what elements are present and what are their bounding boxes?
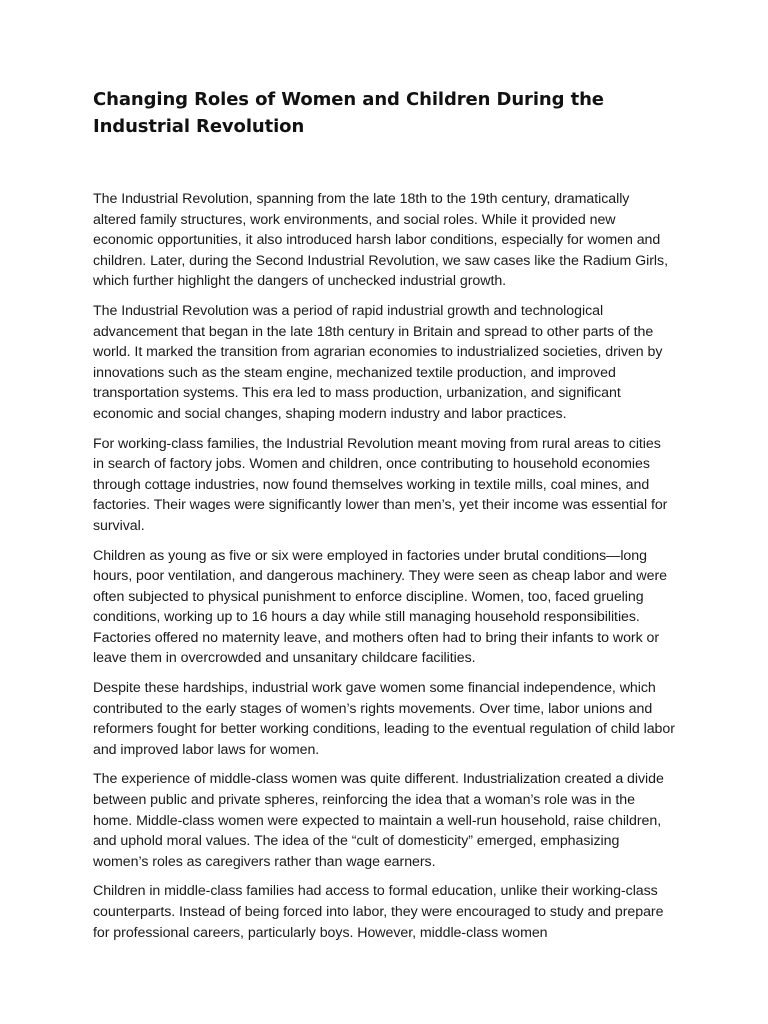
paragraph-child-labor-conditions: Children as young as five or six were employed in factories under brutal conditions—long hours, poor ventilation, and dangerous machinery. They were seen as cheap labor and were often subjected to physical punishment to enforce discipline. Women, too, faced grueling conditions, working up to 16 hours a day while still managing household responsibilities. Factories offered no maternity leave, and mothers often had to bring their infants to work or leave them in overcrowded and unsanitary childcare facilities. xyxy=(93,547,667,667)
paragraph-womens-independence: Despite these hardships, industrial work gave women some financial independence, which contributed to the early stages of women’s rights movements. Over time, labor unions and reformers fought for better working conditions, leading to the eventual regulation of child labor and improved labor laws for women. xyxy=(93,680,675,758)
paragraph-middle-class-children: Children in middle-class families had access to formal education, unlike their working-class counterparts. Instead of being forced into labor, they were encouraged to study and prepare for professional careers, particularly boys. However, middle-class women xyxy=(93,883,664,941)
paragraph-intro: The Industrial Revolution, spanning from the late 18th to the 19th century, dramatically altered family structures, work environments, and social roles. While it provided new economic opportunities, it also introduced harsh labor conditions, especially for women and children. Later, during the Second Industrial Revolution, we saw cases like the Radium Girls, which further highlight the dangers of unchecked industrial growth. xyxy=(93,191,668,290)
paragraph-industrial-revolution-overview: The Industrial Revolution was a period of rapid industrial growth and technological advancement that began in the late 18th century in Britain and spread to other parts of the world. It marked the transition from agrarian economies to industrialized societies, driven by innovations such as the steam engine, mechanized textile production, and improved transportation systems. This era led to mass production, urbanization, and significant economic and social changes, shaping modern industry and labor practices. xyxy=(93,302,663,422)
document-title: Changing Roles of Women and Children During the Industrial Revolution xyxy=(93,89,604,137)
paragraph-middle-class-women: The experience of middle-class women was quite different. Industrialization created a divide between public and private spheres, reinforcing the idea that a woman’s role was in the home. Middle-class women were expected to maintain a well-run household, raise children, and uphold moral values. The idea of the “cult of domesticity” emerged, emphasizing women’s roles as caregivers rather than wage earners. xyxy=(93,771,664,870)
paragraph-working-class-families: For working-class families, the Industrial Revolution meant moving from rural areas to cities in search of factory jobs. Women and children, once contributing to household economies through cottage industries, now found themselves working in textile mills, coal mines, and factories. Their wages were significantly lower than men’s, yet their income was essential for survival. xyxy=(93,435,668,534)
document-body xyxy=(93,86,675,952)
